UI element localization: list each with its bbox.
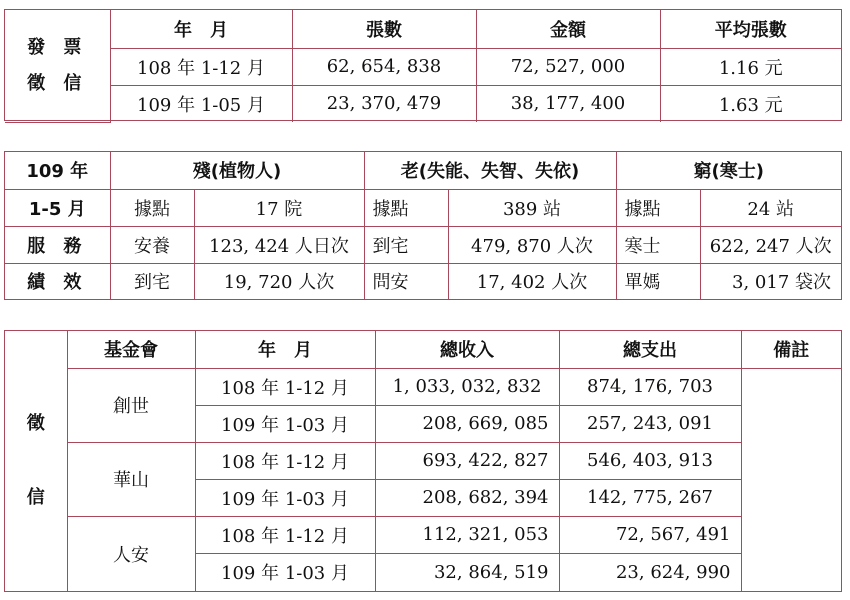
amount-cell: 72, 527, 000: [476, 48, 660, 85]
table-row: [5, 442, 841, 479]
period-cell: 109 年 1-03 月: [195, 405, 375, 442]
count-cell: 23, 370, 479: [292, 85, 476, 122]
finance-side-label-line: 徵: [26, 412, 45, 434]
item-value: 479, 870 人次: [448, 226, 616, 263]
item-value: 17, 402 人次: [448, 263, 616, 299]
count-cell: 62, 654, 838: [292, 48, 476, 85]
finance-table-box: [4, 330, 842, 592]
header-period: 年 月: [110, 10, 292, 48]
item-label: 據點: [616, 189, 700, 226]
side-label-performance: [5, 263, 110, 299]
header-period: 年 月: [195, 331, 375, 368]
invoice-side-label-line: 徵 信: [27, 72, 88, 94]
table-row: [5, 368, 841, 405]
table-row: [5, 516, 841, 553]
finance-table: [5, 331, 841, 592]
income-cell: 208, 669, 085: [375, 405, 559, 442]
expense-cell: 874, 176, 703: [559, 368, 741, 405]
side-label-service: [5, 226, 110, 263]
table-row: [5, 48, 841, 85]
foundation-name: 創世: [67, 368, 195, 442]
item-label: 到宅: [364, 226, 448, 263]
expense-cell: 142, 775, 267: [559, 479, 741, 516]
item-label: 據點: [110, 189, 194, 226]
table-row: [5, 189, 841, 226]
item-value: 24 站: [700, 189, 841, 226]
average-cell: 1.63 元: [660, 85, 841, 122]
table-row: [5, 263, 841, 299]
expense-cell: 23, 624, 990: [559, 553, 741, 591]
period-cell: 109 年 1-03 月: [195, 553, 375, 591]
item-value: 389 站: [448, 189, 616, 226]
header-foundation: 基金會: [67, 331, 195, 368]
amount-cell: 38, 177, 400: [476, 85, 660, 122]
period-cell: 108 年 1-12 月: [110, 48, 292, 85]
table-row: [5, 226, 841, 263]
period-cell: 108 年 1-12 月: [195, 516, 375, 553]
finance-side-label-line: 信: [26, 486, 45, 508]
header-income: 總收入: [375, 331, 559, 368]
period-cell: 109 年 1-05 月: [110, 85, 292, 122]
side-label-text: 績 效: [27, 272, 88, 294]
invoice-side-label: [5, 10, 110, 122]
table-row: [5, 85, 841, 122]
period-cell: 109 年 1-03 月: [195, 479, 375, 516]
item-value: 3, 017 袋次: [700, 263, 841, 299]
item-label: 安養: [110, 226, 194, 263]
group-header-poor: 窮(寒士): [616, 152, 841, 189]
item-label: 問安: [364, 263, 448, 299]
invoice-table: [5, 10, 841, 123]
invoice-table-box: [4, 9, 842, 121]
finance-side-label: [5, 331, 67, 591]
group-header-elderly: 老(失能、失智、失依): [364, 152, 616, 189]
side-label-text: 服 務: [27, 235, 88, 257]
foundation-name: 華山: [67, 442, 195, 516]
period-cell: 108 年 1-12 月: [195, 442, 375, 479]
item-label: 據點: [364, 189, 448, 226]
expense-cell: 546, 403, 913: [559, 442, 741, 479]
item-value: 19, 720 人次: [194, 263, 364, 299]
service-table-box: [4, 151, 842, 300]
side-label-months: 1-5 月: [5, 189, 110, 226]
header-expense: 總支出: [559, 331, 741, 368]
item-label: 單媽: [616, 263, 700, 299]
period-cell: 108 年 1-12 月: [195, 368, 375, 405]
income-cell: 1, 033, 032, 832: [375, 368, 559, 405]
average-cell: 1.16 元: [660, 48, 841, 85]
income-cell: 32, 864, 519: [375, 553, 559, 591]
expense-cell: 257, 243, 091: [559, 405, 741, 442]
invoice-side-label-line: 發 票: [27, 36, 88, 58]
item-label: 寒士: [616, 226, 700, 263]
foundation-name: 人安: [67, 516, 195, 591]
expense-cell: 72, 567, 491: [559, 516, 741, 553]
remarks-cell: [741, 368, 841, 591]
service-table: [5, 152, 841, 299]
side-label-year: 109 年: [5, 152, 110, 189]
item-label: 到宅: [110, 263, 194, 299]
income-cell: 112, 321, 053: [375, 516, 559, 553]
income-cell: 693, 422, 827: [375, 442, 559, 479]
header-amount: 金額: [476, 10, 660, 48]
header-remarks: 備註: [741, 331, 841, 368]
group-header-vegetative: 殘(植物人): [110, 152, 364, 189]
income-cell: 208, 682, 394: [375, 479, 559, 516]
header-count: 張數: [292, 10, 476, 48]
item-value: 17 院: [194, 189, 364, 226]
item-value: 123, 424 人日次: [194, 226, 364, 263]
header-average: 平均張數: [660, 10, 841, 48]
item-value: 622, 247 人次: [700, 226, 841, 263]
